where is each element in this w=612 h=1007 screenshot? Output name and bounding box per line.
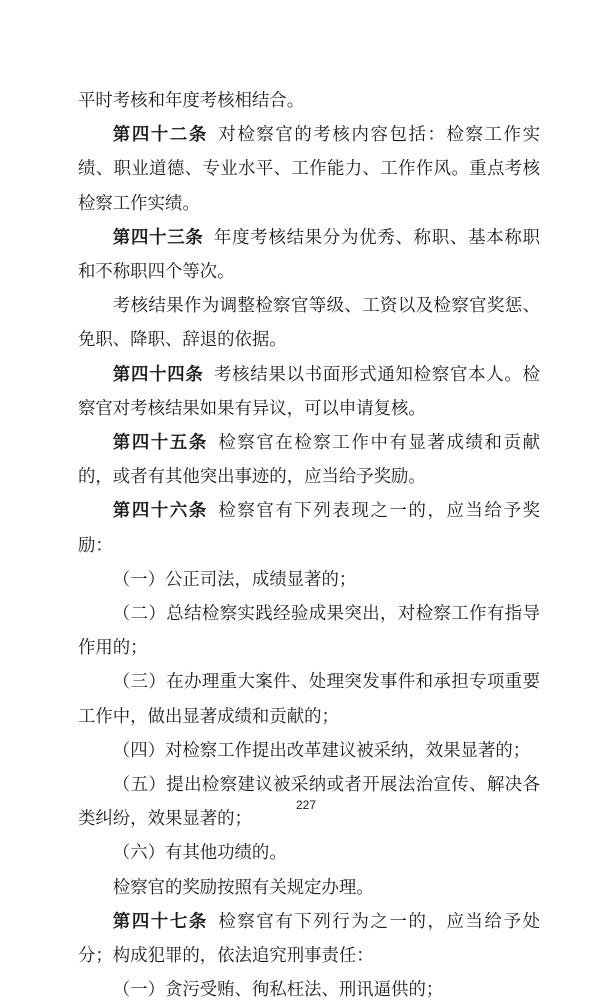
paragraph-text: （二）总结检察实践经验成果突出，对检察工作有指导作用的； bbox=[78, 604, 540, 659]
article-42 bbox=[78, 118, 540, 221]
article-46 bbox=[78, 494, 540, 562]
list-item bbox=[78, 734, 540, 768]
article-43 bbox=[78, 221, 540, 289]
article-45 bbox=[78, 426, 540, 494]
article-number: 第四十五条 bbox=[112, 433, 208, 454]
paragraph bbox=[78, 84, 540, 118]
article-number: 第四十七条 bbox=[112, 911, 208, 932]
article-number: 第四十三条 bbox=[112, 227, 204, 248]
paragraph-text: 考核结果以书面形式通知检察官本人。检察官对考核结果如果有异议，可以申请复核。 bbox=[78, 364, 540, 419]
article-number: 第四十六条 bbox=[112, 501, 208, 522]
paragraph-text: 检察官有下列行为之一的，应当给予处分；构成犯罪的，依法追究刑事责任： bbox=[78, 911, 540, 967]
paragraph-text: （三）在办理重大案件、处理突发事件和承担专项重要工作中，做出显著成绩和贡献的； bbox=[78, 672, 540, 727]
paragraph bbox=[78, 289, 540, 357]
article-number: 第四十四条 bbox=[112, 364, 204, 385]
list-item bbox=[78, 836, 540, 870]
paragraph bbox=[78, 871, 540, 905]
page-number: 227 bbox=[295, 798, 317, 812]
article-47 bbox=[78, 905, 540, 973]
paragraph-text: 检察官的奖励按照有关规定办理。 bbox=[112, 877, 374, 898]
paragraph-text: 平时考核和年度考核相结合。 bbox=[78, 91, 305, 111]
paragraph-text: （一）公正司法，成绩显著的； bbox=[112, 569, 357, 590]
list-item bbox=[78, 563, 540, 597]
article-44 bbox=[78, 358, 540, 426]
paragraph-text: 考核结果作为调整检察官等级、工资以及检察官奖惩、免职、降职、辞退的依据。 bbox=[78, 296, 540, 351]
paragraph-text: 对检察官的考核内容包括：检察工作实绩、职业道德、专业水平、工作能力、工作作风。重点考核检察工作实绩。 bbox=[78, 125, 540, 214]
paragraph-text: （六）有其他功绩的。 bbox=[112, 843, 287, 864]
body-text bbox=[78, 84, 540, 1007]
list-item bbox=[78, 597, 540, 665]
paragraph-text: （五）提出检察建议被采纳或者开展法治宣传、解决各类纠纷，效果显著的； bbox=[78, 775, 540, 830]
list-item bbox=[78, 665, 540, 733]
list-item bbox=[78, 973, 540, 1007]
paragraph-text: 检察官有下列表现之一的，应当给予奖励： bbox=[78, 501, 540, 556]
paragraph-text: （四）对检察工作提出改革建议被采纳，效果显著的； bbox=[112, 740, 531, 761]
paragraph-text: （一）贪污受贿、徇私枉法、刑讯逼供的； bbox=[112, 980, 444, 1001]
article-number: 第四十二条 bbox=[112, 125, 208, 146]
paragraph-text: 检察官在检察工作中有显著成绩和贡献的，或者有其他突出事迹的，应当给予奖励。 bbox=[78, 433, 540, 488]
paragraph-text: 年度考核结果分为优秀、称职、基本称职和不称职四个等次。 bbox=[78, 227, 540, 283]
